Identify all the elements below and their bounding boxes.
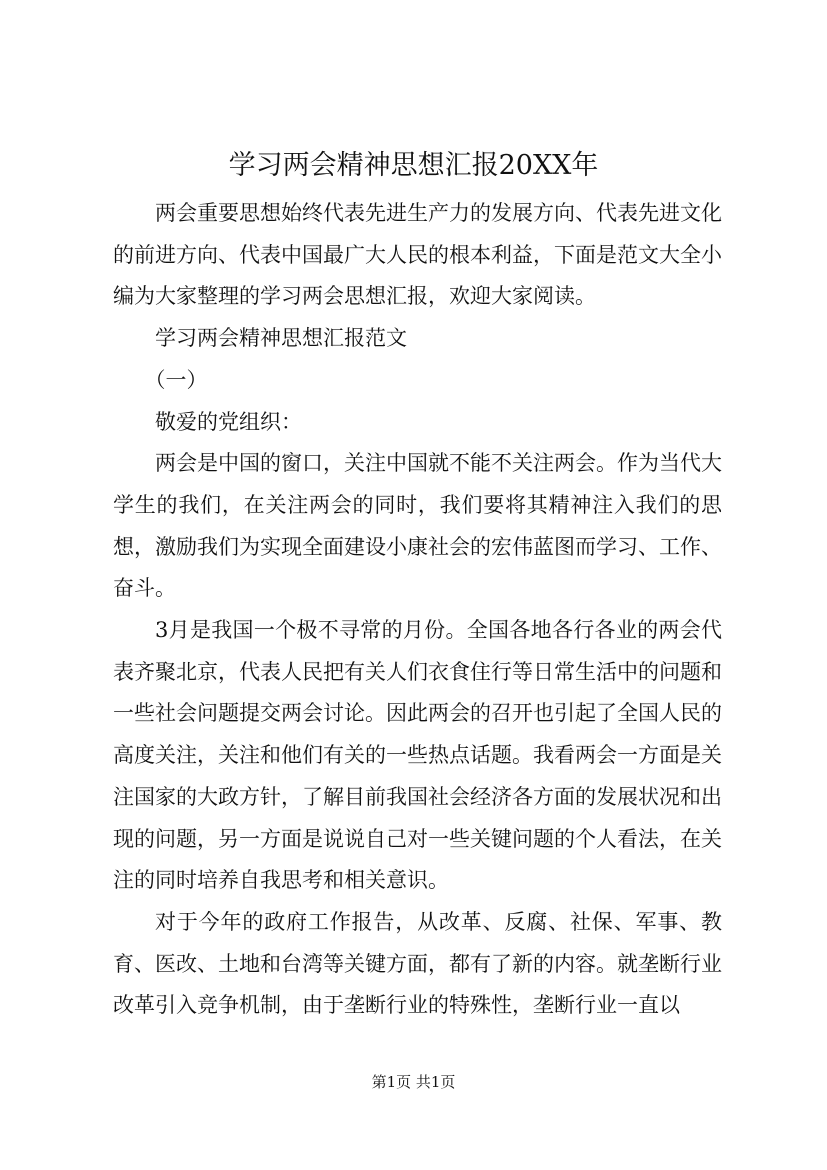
paragraph-section-number: （一） xyxy=(144,367,208,392)
paragraph-salutation: 敬爱的党组织： xyxy=(155,409,302,434)
paragraph-intro: 两会重要思想始终代表先进生产力的发展方向、代表先进文化的前进方向、代表中国最广大人民的根本利益，下面是范文大全小编为大家整理的学习两会思想汇报，欢迎大家阅读。 xyxy=(113,201,722,309)
document-title: 学习两会精神思想汇报20XX年 xyxy=(228,150,599,181)
document-body xyxy=(113,193,722,1027)
paragraph-body-1: 两会是中国的窗口，关注中国就不能不关注两会。作为当代大学生的我们，在关注两会的同时，我们要将其精神注入我们的思想，激励我们为实现全面建设小康社会的宏伟蓝图而学习、工作、奋斗。 xyxy=(113,451,722,601)
paragraph-body-3: 对于今年的政府工作报告，从改革、反腐、社保、军事、教育、医改、土地和台湾等关键方面，都有了新的内容。就垄断行业改革引入竞争机制，由于垄断行业的特殊性，垄断行业一直以 xyxy=(113,909,722,1018)
paragraph-subtitle: 学习两会精神思想汇报范文 xyxy=(155,326,407,351)
paragraph-body-2: 3月是我国一个极不寻常的月份。全国各地各行各业的两会代表齐聚北京，代表人民把有关人们衣食住行等日常生活中的问题和一些社会问题提交两会讨论。因此两会的召开也引起了全国人民的高度关注，关注和他们有关的一些热点话题。我看两会一方面是关注国家的大政方针，了解目前我国社会经济各方面的发展状况和出现的问题，另一方面是说说自己对一些关键问题的个人看法，在关注的同时培养自我思考和相关意识。 xyxy=(113,618,722,893)
page-footer: 第1页 共1页 xyxy=(371,1073,456,1091)
